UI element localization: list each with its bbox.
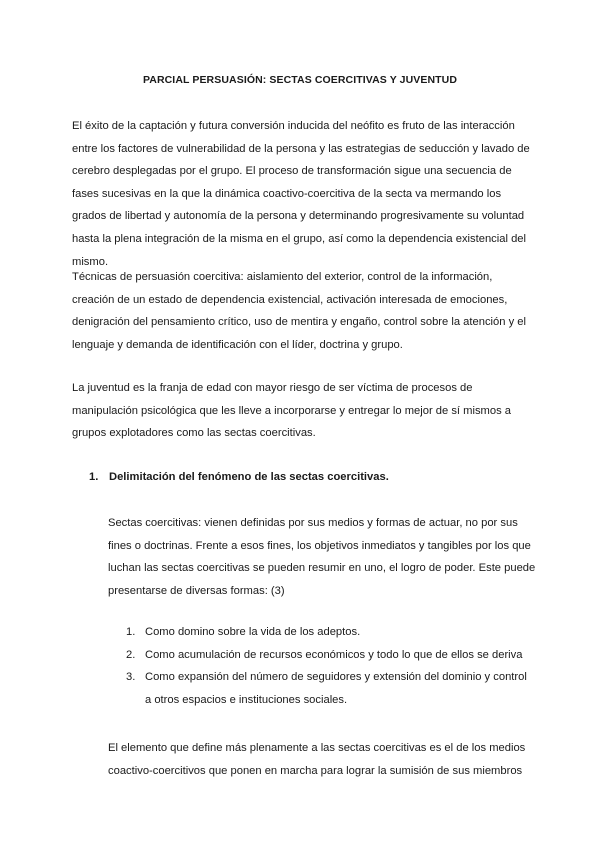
paragraph-definition: Sectas coercitivas: vienen definidas por sus medios y formas de actuar, no por sus fines o doctrinas. Frente a esos fines, los objetivos inmediatos y tangibles por los que luchan las sectas coercitivas se pueden resumir en uno, el logro de poder. Este puede presentarse de diversas formas: (3) <box>108 517 536 597</box>
paragraph-intro: El éxito de la captación y futura conversión inducida del neófito es fruto de las interacción entre los factores de vulnerabilidad de la persona y las estrategias de seducción y lavado de cerebro desplegadas por el grupo. El proceso de transformación sigue una secuencia de fases sucesivas en la que la dinámica coactivo-coercitiva de la secta va mermando los grados de libertad y autonomía de la persona y determinando progresivamente su voluntad hasta la plena integración de la misma en el grupo, así como la dependencia existencial del mismo. <box>72 120 530 268</box>
list-item-number: 3. <box>126 671 136 684</box>
section-heading-text: Delimitación del fenómeno de las sectas coercitivas. <box>109 471 389 483</box>
section-heading <box>89 466 389 489</box>
list-item <box>126 621 536 644</box>
forms-list <box>126 621 536 711</box>
list-item-number: 2. <box>126 648 136 661</box>
list-item-text: Como expansión del número de seguidores y extensión del dominio y control a otros espacios e instituciones sociales. <box>145 671 527 706</box>
list-item-text: Como acumulación de recursos económicos y todo lo que de ellos se deriva <box>145 648 523 661</box>
list-item-text: Como domino sobre la vida de los adeptos. <box>145 626 361 638</box>
list-item-number: 1. <box>126 626 136 638</box>
paragraph-techniques: Técnicas de persuasión coercitiva: aislamiento del exterior, control de la información, creación de un estado de dependencia existencial, activación interesada de emociones, denigración del pensamiento crítico, uso de mentira y engaño, control sobre la atención y el lenguaje y demanda de identificación con el líder, doctrina y grupo. <box>72 271 526 351</box>
list-item <box>126 666 536 711</box>
section-number: 1. <box>89 471 99 483</box>
paragraph-youth: La juventud es la franja de edad con mayor riesgo de ser víctima de procesos de manipulación psicológica que les lleve a incorporarse y entregar lo mejor de sí mismos a grupos explotadores como las sectas coercitivas. <box>72 382 512 440</box>
paragraph-closing: El elemento que define más plenamente a las sectas coercitivas es el de los medios coactivo-coercitivos que ponen en marcha para lograr la sumisión de sus miembros <box>108 742 526 777</box>
list-item <box>126 644 536 667</box>
document-title: PARCIAL PERSUASIÓN: SECTAS COERCITIVAS Y JUVENTUD <box>142 74 458 86</box>
